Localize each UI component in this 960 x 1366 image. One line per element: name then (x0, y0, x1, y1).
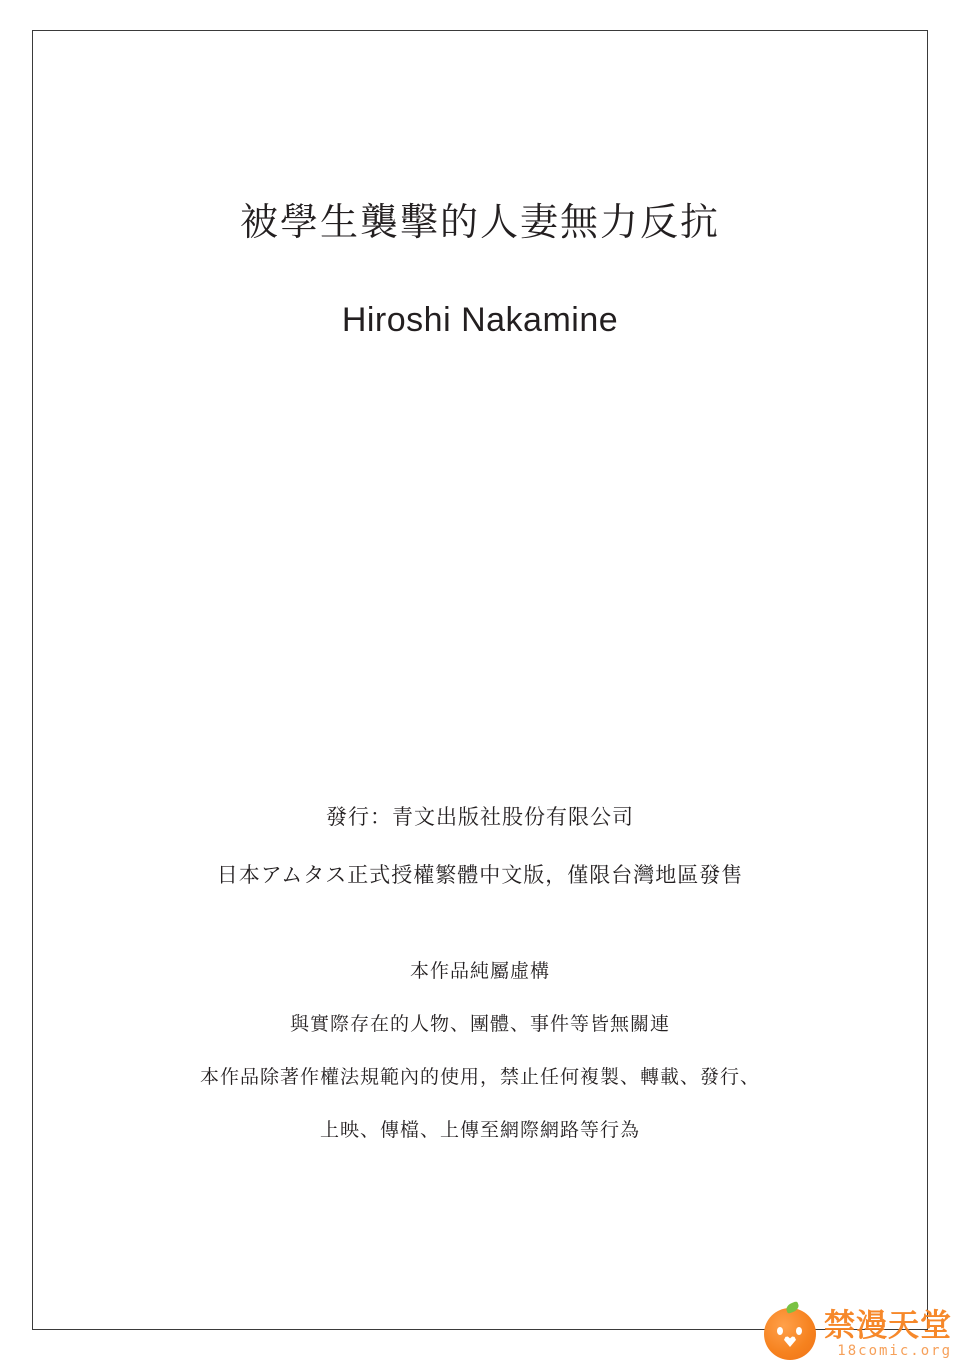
page-title: 被學生襲擊的人妻無力反抗 (239, 202, 720, 244)
heart-icon (784, 1336, 796, 1347)
page-frame (32, 30, 928, 1330)
colophon-content (33, 31, 927, 1329)
watermark-text (824, 1310, 952, 1358)
disclaimer-line: 上映、傳檔、上傳至網際網路等行為 (319, 1120, 640, 1141)
mascot-icon (764, 1308, 816, 1360)
disclaimer-block (33, 956, 927, 1142)
watermark (764, 1308, 952, 1360)
disclaimer-line: 本作品純屬虛構 (409, 961, 550, 982)
disclaimer-line: 與實際存在的人物、團體、事件等皆無關連 (289, 1014, 670, 1035)
publisher-block (33, 801, 927, 889)
watermark-site: 18comic.org (837, 1343, 952, 1359)
watermark-brand: 禁漫天堂 (824, 1308, 952, 1343)
disclaimer-line: 本作品除著作權法規範內的使用，禁止任何複製、轉載、發行、 (199, 1067, 760, 1088)
eye-icon (777, 1327, 783, 1335)
publisher-line: 發行：青文出版社股份有限公司 (326, 806, 634, 829)
author-name: Hiroshi Nakamine (341, 301, 619, 339)
license-line: 日本アムタス正式授權繁體中文版，僅限台灣地區發售 (216, 864, 744, 887)
eye-icon (796, 1327, 802, 1335)
